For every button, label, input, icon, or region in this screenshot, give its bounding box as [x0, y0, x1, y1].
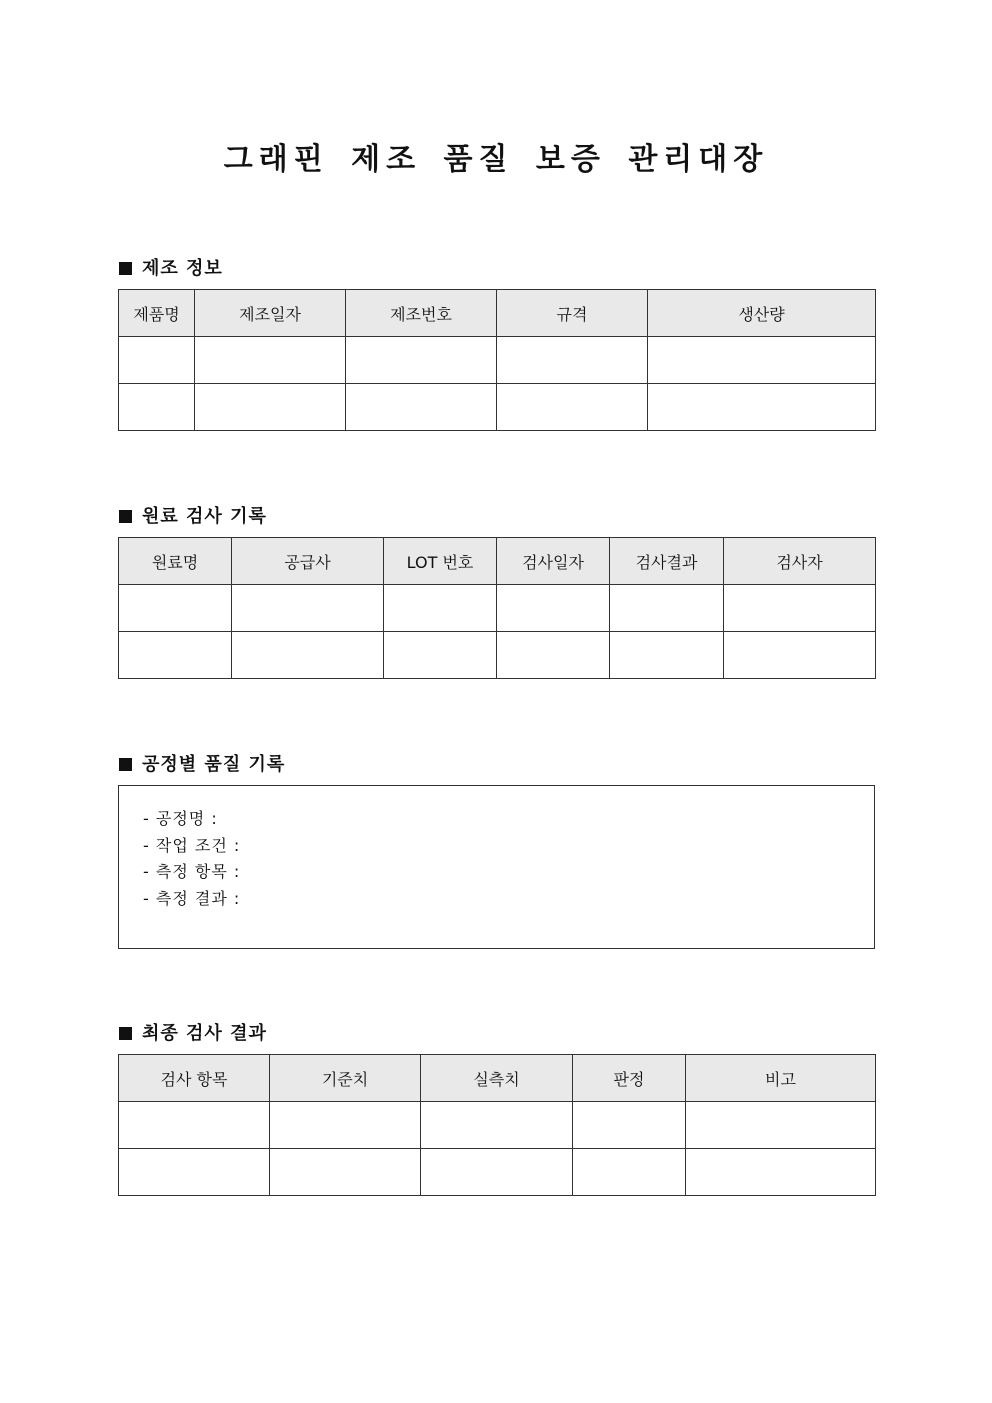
column-header: 규격 [497, 290, 648, 337]
table-cell[interactable] [686, 1149, 876, 1196]
table-cell[interactable] [610, 632, 724, 679]
process-quality-list [119, 786, 874, 912]
table-cell[interactable] [648, 384, 876, 431]
column-header: 검사자 [724, 538, 876, 585]
section-heading-final-inspection [119, 1019, 267, 1045]
table-cell[interactable] [119, 337, 195, 384]
table-cell[interactable] [195, 337, 346, 384]
column-header: LOT 번호 [384, 538, 497, 585]
table-row [119, 384, 876, 431]
column-header: 검사일자 [497, 538, 610, 585]
table-row [119, 1102, 876, 1149]
table-cell[interactable] [119, 585, 232, 632]
column-header: 검사 항목 [119, 1055, 270, 1102]
table-row [119, 632, 876, 679]
table-cell[interactable] [686, 1102, 876, 1149]
table-cell[interactable] [497, 632, 610, 679]
table-cell[interactable] [648, 337, 876, 384]
raw-material-table [118, 537, 876, 679]
table-cell[interactable] [119, 632, 232, 679]
final-inspection-table [118, 1054, 876, 1196]
table-cell[interactable] [497, 384, 648, 431]
section-heading-manufacturing [119, 254, 223, 280]
document-title: 그래핀 제조 품질 보증 관리대장 [223, 142, 769, 177]
table-cell[interactable] [270, 1149, 421, 1196]
table-cell[interactable] [119, 384, 195, 431]
table-cell[interactable] [232, 585, 384, 632]
list-item[interactable]: - 측정 항목 : [143, 862, 241, 881]
column-header: 공급사 [232, 538, 384, 585]
table-cell[interactable] [384, 585, 497, 632]
column-header: 검사결과 [610, 538, 724, 585]
process-quality-box [118, 785, 875, 949]
table-cell[interactable] [384, 632, 497, 679]
list-item[interactable]: - 측정 결과 : [143, 888, 241, 908]
square-bullet-icon [119, 510, 132, 523]
table-cell[interactable] [346, 337, 497, 384]
table-cell[interactable] [573, 1149, 686, 1196]
square-bullet-icon [119, 758, 132, 771]
square-bullet-icon [119, 1027, 132, 1040]
table-cell[interactable] [232, 632, 384, 679]
table-cell[interactable] [610, 585, 724, 632]
table-cell[interactable] [497, 585, 610, 632]
table-cell[interactable] [421, 1102, 573, 1149]
column-header: 생산량 [648, 290, 876, 337]
section-heading-raw-material [119, 502, 267, 528]
table-cell[interactable] [270, 1102, 421, 1149]
section-heading-label: 최종 검사 결과 [142, 1023, 267, 1044]
table-cell[interactable] [497, 337, 648, 384]
table-header-row [119, 290, 876, 337]
table-row [119, 1149, 876, 1196]
table-cell[interactable] [119, 1149, 270, 1196]
table-cell[interactable] [724, 632, 876, 679]
column-header: 제조일자 [195, 290, 346, 337]
table-cell[interactable] [421, 1149, 573, 1196]
column-header: 판정 [573, 1055, 686, 1102]
section-heading-label: 원료 검사 기록 [142, 506, 267, 527]
list-item[interactable]: - 작업 조건 : [143, 835, 241, 855]
table-cell[interactable] [195, 384, 346, 431]
table-header-row [119, 538, 876, 585]
table-header-row [119, 1055, 876, 1102]
table-cell[interactable] [119, 1102, 270, 1149]
section-heading-label: 제조 정보 [142, 258, 223, 279]
table-row [119, 585, 876, 632]
column-header: 기준치 [270, 1055, 421, 1102]
column-header: 제품명 [119, 290, 195, 337]
section-heading-label: 공정별 품질 기록 [142, 754, 286, 775]
table-cell[interactable] [724, 585, 876, 632]
manufacturing-table [118, 289, 876, 431]
column-header: 비고 [686, 1055, 876, 1102]
table-cell[interactable] [573, 1102, 686, 1149]
column-header: 원료명 [119, 538, 232, 585]
section-heading-process-quality [119, 750, 285, 776]
column-header: 제조번호 [346, 290, 497, 337]
square-bullet-icon [119, 262, 132, 275]
table-row [119, 337, 876, 384]
list-item[interactable]: - 공정명 : [143, 809, 218, 828]
column-header: 실측치 [421, 1055, 573, 1102]
table-cell[interactable] [346, 384, 497, 431]
